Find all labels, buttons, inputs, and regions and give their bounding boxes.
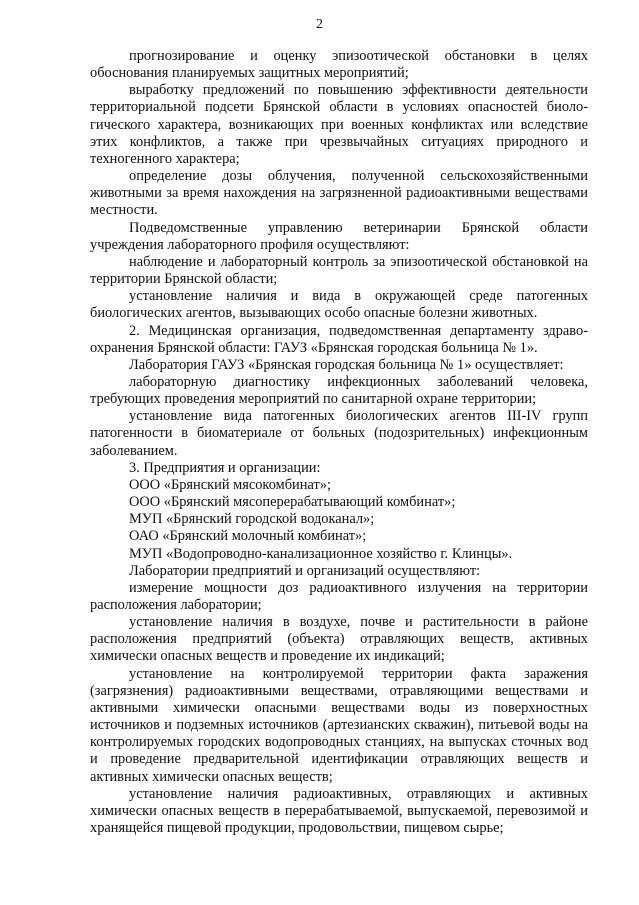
paragraph: выработку предложений по повышению эффективности деятельности территориальной подсети Брянской области в условиях опасностей биоло-гического характера, возникающих при военных конфликтах или вследствие этих конфликтов, а также при чрезвычайных ситуациях природного и техногенного характера; — [90, 82, 588, 167]
paragraph: наблюдение и лабораторный контроль за эпизоотической обстановкой на территории Брянской области; — [90, 253, 588, 288]
paragraph: установление на контролируемой территории факта заражения (загрязнения) радиоактивными веществами, отравляющими веществами и активными химически опасными веществами воды из поверхностных источников и подземных источников (артезианских скважин), питьевой воды на контролируемых городских водопроводных станциях, на выпусках сточных вод и проведение предварительной идентификации отравляющих веществ и активных химически опасных веществ; — [90, 665, 588, 785]
paragraph: установление наличия и вида в окружающей среде патогенных биологических агентов, вызывающих особо опасные болезни животных. — [90, 288, 588, 322]
section-heading: 3. Предприятия и организации: — [129, 459, 321, 476]
organization-item: МУП «Брянский городской водоканал»; — [129, 511, 375, 528]
paragraph: 2. Медицинская организация, подведомственная департаменту здраво-охранения Брянской области: ГАУЗ «Брянская городская больница № 1». — [90, 322, 588, 356]
paragraph: установление вида патогенных биологических агентов III-IV групп патогенности в биоматериале от больных (подозрительных) инфекционным заболеванием. — [90, 408, 588, 459]
page-number: 2 — [316, 17, 323, 32]
document-body — [90, 48, 588, 837]
organization-item: ОАО «Брянский молочный комбинат»; — [129, 528, 367, 545]
organization-item: МУП «Водопроводно-канализационное хозяйство г. Клинцы». — [129, 545, 513, 562]
paragraph: измерение мощности доз радиоактивного излучения на территории расположения лаборатории; — [90, 579, 588, 613]
paragraph: Лаборатория ГАУЗ «Брянская городская больница № 1» осуществляет: — [129, 356, 564, 373]
paragraph: Подведомственные управлению ветеринарии Брянской области учреждения лабораторного профиля осуществляют: — [90, 219, 588, 253]
paragraph: установление наличия в воздухе, почве и растительности в районе расположения предприятий (объекта) отравляющих веществ, активных химически опасных веществ и проведение их индикаций; — [90, 614, 588, 665]
organization-item: ООО «Брянский мясоперерабатывающий комбинат»; — [129, 494, 456, 511]
paragraph: прогнозирование и оценку эпизоотической обстановки в целях обоснования планируемых защитных мероприятий; — [90, 48, 588, 82]
organization-item: ООО «Брянский мясокомбинат»; — [129, 476, 331, 493]
paragraph: лабораторную диагностику инфекционных заболеваний человека, требующих проведения мероприятий по санитарной охране территории; — [90, 373, 588, 408]
paragraph: определение дозы облучения, полученной сельскохозяйственными животными за время нахождения на загрязненной радиоактивными веществами местности. — [90, 168, 588, 219]
paragraph: Лаборатории предприятий и организаций осуществляют: — [129, 562, 481, 579]
paragraph: установление наличия радиоактивных, отравляющих и активных химически опасных веществ в перерабатываемой, выпускаемой, перевозимой и хранящейся пищевой продукции, продовольствии, пищевом сырье; — [90, 785, 588, 837]
